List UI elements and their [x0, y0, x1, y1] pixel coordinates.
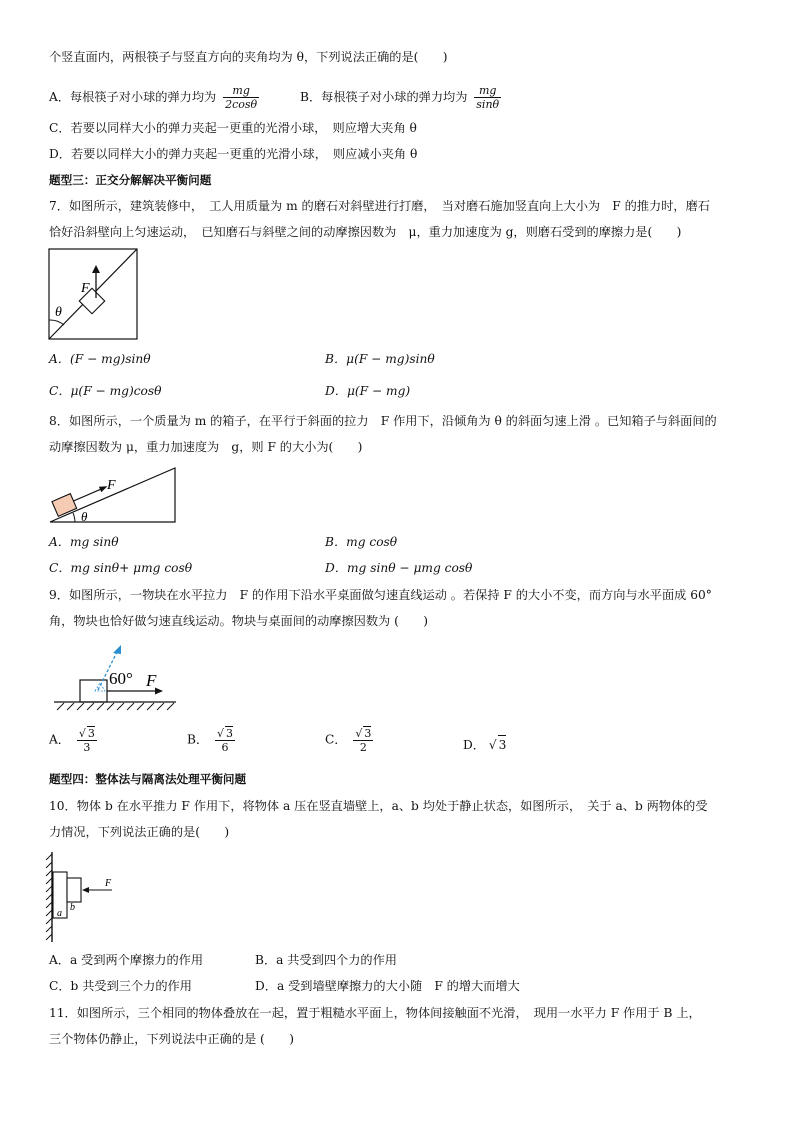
- q7-option-a[interactable]: A．(F − mg)sinθ: [49, 352, 151, 366]
- q9-figure: [54, 642, 184, 714]
- q7-stem-line1: 7．如图所示，建筑装修中， 工人用质量为 m 的磨石对斜壁进行打磨， 当对磨石施加竖直向上大小为 F 的推力时，磨石: [49, 199, 710, 213]
- q8-force-arrow-line: [73, 488, 103, 501]
- q10-wall-hatching: [46, 854, 52, 940]
- q9-option-c-fraction: [353, 726, 373, 754]
- q9-option-a-label: A．: [49, 732, 70, 747]
- q9-tilted-force-arrowhead: [113, 645, 121, 654]
- q8-stem-line2: 动摩擦因数为 μ，重力加速度为 g，则 F 的大小为( ): [49, 440, 363, 454]
- q6-option-a[interactable]: [49, 84, 262, 111]
- q7-figure: [48, 248, 140, 342]
- q9-b-denominator: 6: [221, 741, 229, 754]
- q8-figure: [48, 466, 178, 526]
- q7-option-d[interactable]: D．μ(F − mg): [325, 384, 411, 398]
- q8-angle-arc: [73, 513, 75, 522]
- q9-option-d-value: √ 3: [489, 738, 507, 752]
- q10-option-b[interactable]: B．a 共受到四个力的作用: [255, 953, 397, 967]
- q9-option-a-fraction: [77, 726, 97, 754]
- q6-a-numerator: mg: [223, 84, 259, 98]
- q9-option-d-label: D．: [463, 738, 485, 752]
- q9-c-numerator: √ 3: [355, 727, 372, 740]
- q8-stem-line1: 8．如图所示，一个质量为 m 的箱子，在平行于斜面的拉力 F 作用下，沿倾角为 θ 的斜面匀速上滑 。已知箱子与斜面间的: [49, 414, 717, 428]
- q9-angle-marker: [95, 683, 105, 691]
- q9-a-numerator: √ 3: [78, 727, 95, 740]
- q8-option-d[interactable]: D．mg sinθ − μmg cosθ: [325, 561, 473, 575]
- q9-option-c[interactable]: [325, 726, 376, 754]
- q9-option-b-label: B．: [187, 732, 209, 747]
- q8-fig-theta: θ: [81, 509, 88, 524]
- q8-option-b[interactable]: B．mg cosθ: [325, 535, 398, 549]
- q6-a-denominator: 2cosθ: [225, 98, 258, 111]
- q9-table-hatching: [57, 703, 174, 710]
- q6-b-denominator: sinθ: [476, 98, 500, 111]
- q10-option-d[interactable]: D．a 受到墙壁摩擦力的大小随 F 的增大而增大: [255, 979, 520, 993]
- q6-option-b-text: B．每根筷子对小球的弹力均为: [300, 90, 468, 104]
- q9-stem-line1: 9．如图所示，一物块在水平拉力 F 的作用下沿水平桌面做匀速直线运动 。若保持 F 的大小不变，而方向与水平面成 60°: [49, 588, 712, 602]
- q7-fig-theta: θ: [55, 305, 62, 320]
- q7-fig-F: F: [81, 281, 90, 296]
- q9-option-b[interactable]: [187, 726, 238, 754]
- q10-fig-b: b: [70, 902, 75, 913]
- q10-fig-F: F: [105, 878, 112, 889]
- q10-option-a[interactable]: A．a 受到两个摩擦力的作用: [49, 953, 204, 967]
- section3-title: 题型三：正交分解解决平衡问题: [49, 173, 212, 187]
- q6-option-a-fraction: [223, 84, 259, 111]
- q9-b-numerator: √ 3: [217, 727, 234, 740]
- q7-force-arrowhead: [92, 265, 100, 273]
- q9-option-c-label: C．: [325, 732, 347, 747]
- q11-stem-line2: 三个物体仍静止，下列说法中正确的是 ( ): [49, 1032, 294, 1046]
- q9-fig-F: F: [146, 671, 157, 690]
- q8-option-c[interactable]: C．mg sinθ+ μmg cosθ: [49, 561, 193, 575]
- q9-option-d[interactable]: [463, 735, 506, 754]
- q6-option-d[interactable]: D．若要以同样大小的弹力夹起一更重的光滑小球， 则应减小夹角 θ: [49, 147, 418, 161]
- q6-option-b[interactable]: [300, 84, 504, 111]
- q6-b-numerator: mg: [474, 84, 501, 98]
- q7-option-c[interactable]: C．μ(F − mg)cosθ: [49, 384, 162, 398]
- q7-angle-arc: [49, 320, 64, 325]
- q10-block-b: [67, 878, 81, 902]
- q10-force-arrowhead: [82, 887, 89, 893]
- q9-a-denominator: 3: [83, 741, 91, 754]
- q8-box: [52, 494, 77, 517]
- q10-stem-line1: 10．物体 b 在水平推力 F 作用下，将物体 a 压在竖直墙壁上，a、b 均处于静止状态，如图所示， 关于 a、b 两物体的受: [49, 799, 708, 813]
- q10-fig-a: a: [57, 908, 62, 919]
- q10-stem-line2: 力情况，下列说法正确的是( ): [49, 825, 230, 839]
- section4-title: 题型四：整体法与隔离法处理平衡问题: [49, 772, 247, 786]
- q6-option-a-text: A．每根筷子对小球的弹力均为: [49, 90, 217, 104]
- q9-option-b-fraction: [215, 726, 235, 754]
- q9-c-denominator: 2: [359, 741, 367, 754]
- q6-option-b-fraction: [474, 84, 501, 111]
- q10-figure: [44, 850, 124, 944]
- intro-line: 个竖直面内，两根筷子与竖直方向的夹角均为 θ，下列说法正确的是( ): [49, 50, 448, 64]
- q10-option-c[interactable]: C．b 共受到三个力的作用: [49, 979, 192, 993]
- q9-option-a[interactable]: [49, 726, 100, 754]
- q9-block: [80, 680, 107, 702]
- q9-fig-angle: 60°: [109, 669, 133, 688]
- q11-stem-line1: 11．如图所示，三个相同的物体叠放在一起，置于粗糙水平面上，物体间接触面不光滑， 现用一水平力 F 作用于 B 上，: [49, 1006, 701, 1020]
- q7-option-b[interactable]: B．μ(F − mg)sinθ: [325, 352, 435, 366]
- q8-option-a[interactable]: A．mg sinθ: [49, 535, 119, 549]
- q9-stem-line2: 角，物块也恰好做匀速直线运动。物块与桌面间的动摩擦因数为 ( ): [49, 614, 429, 628]
- q7-stem-line2: 恰好沿斜壁向上匀速运动， 已知磨石与斜壁之间的动摩擦因数为 μ，重力加速度为 g，则磨石受到的摩擦力是( ): [49, 225, 682, 239]
- q8-fig-F: F: [107, 478, 116, 493]
- q6-option-c[interactable]: C．若要以同样大小的弹力夹起一更重的光滑小球， 则应增大夹角 θ: [49, 121, 417, 135]
